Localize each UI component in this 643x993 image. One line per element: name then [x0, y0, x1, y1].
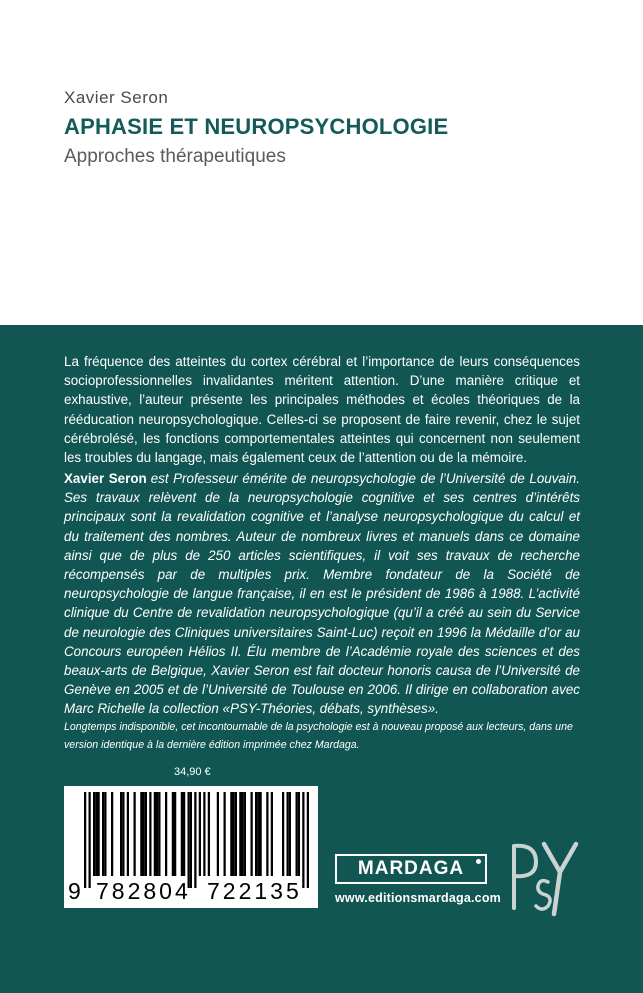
barcode-bar: [298, 792, 300, 876]
author-name: Xavier Seron: [64, 88, 169, 107]
logo-dot-icon: [476, 859, 481, 864]
barcode-bar: [235, 792, 237, 876]
publisher-website: www.editionsmardaga.com: [335, 891, 501, 905]
barcode-bar: [203, 792, 205, 876]
cover-top: [0, 0, 643, 325]
barcode-bar: [104, 792, 106, 876]
barcode-bar: [190, 792, 192, 888]
bio-author-name: Xavier Seron: [64, 471, 147, 486]
barcode-bar: [134, 792, 136, 876]
barcode-bar: [172, 792, 174, 876]
barcode-bar: [217, 792, 219, 876]
barcode-bar: [127, 792, 129, 876]
barcode-bar: [98, 792, 100, 876]
price-label: 34,90 €: [174, 766, 211, 778]
barcode-bar: [208, 792, 210, 876]
barcode-bar: [260, 792, 262, 876]
barcode-bar: [143, 792, 145, 876]
barcode-bar: [307, 792, 309, 888]
barcode-bar: [145, 792, 147, 876]
barcode-bar: [102, 792, 104, 876]
barcode-bar: [287, 792, 289, 876]
barcode-bar: [120, 792, 122, 876]
barcode-bar: [242, 792, 244, 876]
barcode-bar: [282, 792, 284, 876]
barcode-bar: [95, 792, 97, 876]
barcode-bar: [271, 792, 273, 876]
barcode-bar: [158, 792, 160, 876]
barcode-bar: [199, 792, 201, 876]
barcode-bar: [266, 792, 268, 876]
barcode-bar: [149, 792, 151, 876]
book-title: APHASIE ET NEUROPSYCHOLOGIE: [64, 114, 449, 139]
barcode-bar: [302, 792, 304, 888]
barcode-bar: [183, 792, 185, 876]
barcode-bar: [174, 792, 176, 876]
barcode-bar: [188, 792, 190, 888]
barcode-bar: [154, 792, 156, 876]
barcode-bar: [224, 792, 226, 876]
isbn-group-1: 782804: [96, 878, 191, 904]
bio-text: est Professeur émérite de neuropsychologie de l’Université de Louvain. Ses travaux relèvent de la neuropsychologie cognitive et ses centres d’intérêts principaux sont la revalidation cognitive et l’analyse neuropsychologique du calcul et du traitement des nombres. Auteur de nombreux livres et manuels dans ce domaine ainsi que de plus de 250 articles scientifiques, il voit ses travaux de recherche récompensés par de multiples prix. Membre fondateur de la Société de neuropsychologie de langue française, il en est le président de 1986 à 1988. L’activité clinique du Centre de revalidation neuropsychologique (qu’il a créé au sein du Service de neurologie des Cliniques universitaires Saint-Luc) reçoit en 1996 la Médaille d’or au Concours européen Hélios II. Élu membre de l’Académie royale des sciences et des beaux-arts de Belgique, Xavier Seron est fait docteur honoris causa de l’Université de Genève en 2005 et de l’Université de Toulouse en 2006. Il dirige en collaboration avec Marc Richelle la collection «PSY-Théories, débats, synthèses».: [64, 471, 581, 717]
barcode-bar: [156, 792, 158, 876]
barcode-bar: [181, 792, 183, 876]
barcode-bar: [257, 792, 259, 876]
barcode-bar: [255, 792, 257, 876]
barcode-bar: [93, 792, 95, 876]
barcode-bar: [296, 792, 298, 876]
barcode-bar: [111, 792, 113, 876]
barcode-bar: [289, 792, 291, 876]
barcode-bar: [239, 792, 241, 876]
isbn-group-2: 722135: [207, 878, 302, 904]
psy-series-logo: [506, 838, 581, 918]
barcode-bar: [140, 792, 142, 876]
barcode-bar: [233, 792, 235, 876]
isbn-number: [66, 878, 316, 906]
isbn-first-digit: 9: [68, 878, 82, 904]
barcode-bar: [89, 792, 91, 888]
description-paragraph: La fréquence des atteintes du cortex cérébral et l’importance de leurs conséquences socioprofessionnelles invalidantes méritent attention. D’une manière critique et exhaustive, l’auteur présente les principales méthodes et écoles théoriques de la rééducation neuropsychologique. Celles-ci se proposent de faire revenir, chez le sujet cérébrolésé, les fonctions comportementales atteintes qui concernent non seulement les troubles du langage, mais également ceux de l’attention ou de la mémoire.: [64, 354, 580, 466]
barcode-bar: [244, 792, 246, 876]
edition-note: Longtemps indisponible, cet incontournable de la psychologie est à nouveau proposé aux lecteurs, dans une version identique à la dernière édition imprimée chez Mardaga.: [64, 721, 573, 751]
book-subtitle: Approches thérapeutiques: [64, 146, 286, 167]
barcode-bar: [194, 792, 196, 888]
barcode-bar: [165, 792, 167, 876]
author-bio: [64, 469, 580, 719]
barcode-bar: [122, 792, 124, 876]
publisher-name: MARDAGA: [357, 858, 465, 879]
publisher-logo: [335, 854, 487, 884]
barcode-bar: [84, 792, 86, 888]
barcode-bar: [251, 792, 253, 876]
barcode: [64, 786, 318, 908]
barcode-bar: [230, 792, 232, 876]
